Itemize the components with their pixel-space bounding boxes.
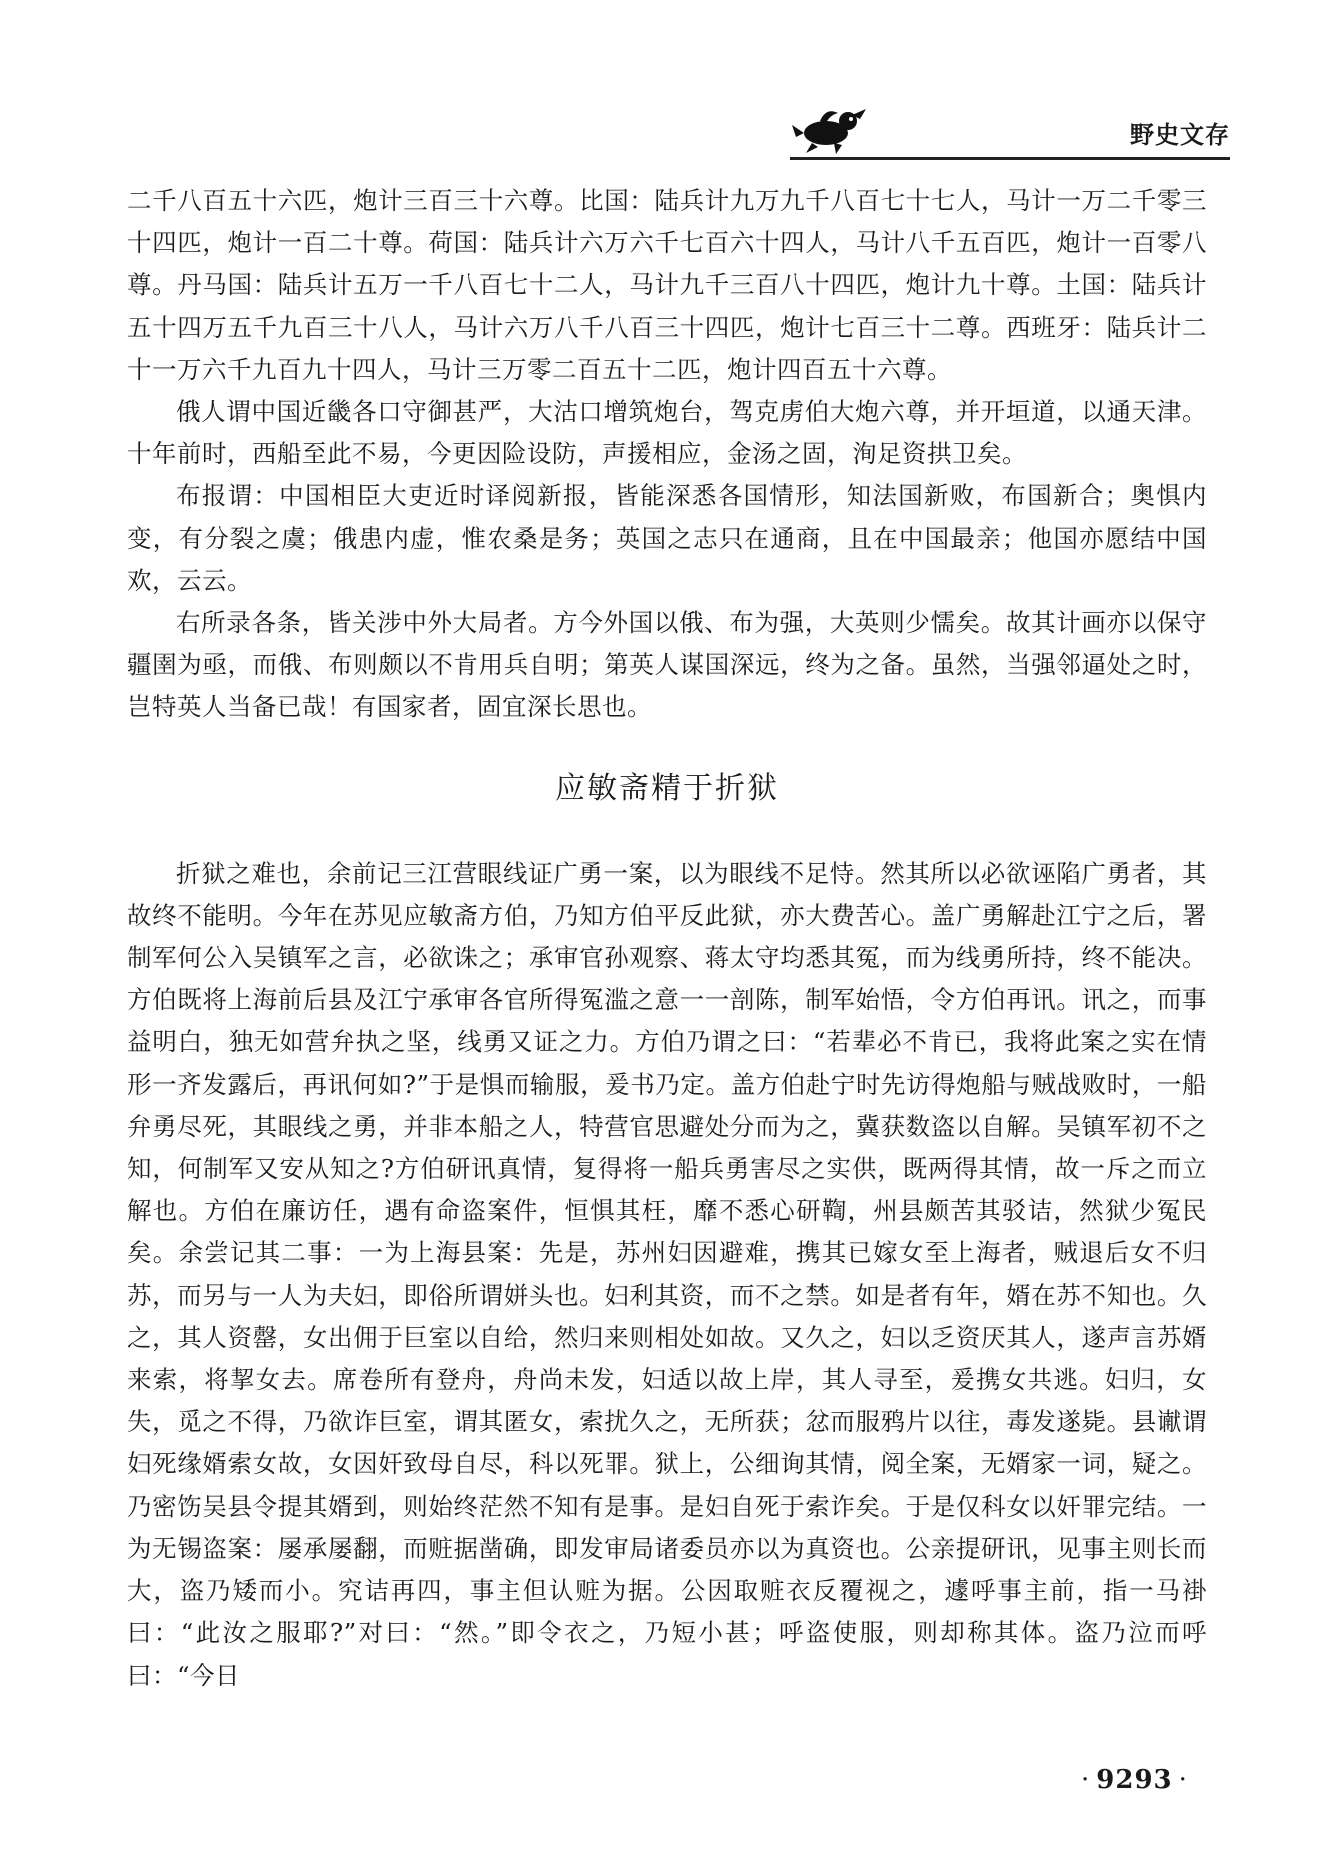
section-title: 应敏斋精于折狱 xyxy=(555,770,779,806)
page-number xyxy=(1075,1765,1194,1795)
page-number-value: 9293 xyxy=(1096,1765,1173,1795)
paragraph-russia: 俄人谓中国近畿各口守御甚严，大沽口增筑炮台，驾克虏伯大炮六尊，并开垣道，以通天津。十年前时，西船至此不易，今更因险设防，声援相应，金汤之固，洵足资拱卫矣。 xyxy=(127,397,1207,469)
paragraph-continued: 二千八百五十六匹，炮计三百三十六尊。比国：陆兵计九万九千八百七十七人，马计一万二千零三十四匹，炮计一百二十尊。荷国：陆兵计六万六千七百六十四人，马计八千五百匹，炮计一百零八尊。丹马国：陆兵计五万一千八百七十二人，马计九千三百八十四匹，炮计九十尊。土国：陆兵计五十四万五千九百三十八人，马计六万八千八百三十四匹，炮计七百三十二尊。西班牙：陆兵计二十一万六千九百九十四人，马计三万零二百五十二匹，炮计四百五十六尊。 xyxy=(127,186,1207,384)
series-title: 野史文存 xyxy=(1130,121,1230,149)
page-header xyxy=(790,95,1230,165)
dragon-emblem-icon xyxy=(790,103,870,155)
header-rule xyxy=(790,157,1230,160)
paragraph-main: 折狱之难也，余前记三江营眼线证广勇一案，以为眼线不足恃。然其所以必欲诬陷广勇者，其故终不能明。今年在苏见应敏斋方伯，乃知方伯平反此狱，亦大费苦心。盖广勇解赴江宁之后，署制军何公入吴镇军之言，必欲诛之；承审官孙观察、蒋太守均悉其冤，而为线勇所持，终不能决。方伯既将上海前后县及江宁承审各官所得冤滥之意一一剖陈，制军始悟，令方伯再讯。讯之，而事益明白，独无如营弁执之坚，线勇又证之力。方伯乃谓之曰：“若辈必不肯已，我将此案之实在情形一齐发露后，再讯何如?”于是惧而输服，爰书乃定。盖方伯赴宁时先访得炮船与贼战败时，一船弁勇尽死，其眼线之勇，并非本船之人，特营官思避处分而为之，冀获数盗以自解。吴镇军初不之知，何制军又安从知之?方伯研讯真情，复得将一船兵勇害尽之实供，既两得其情，故一斥之而立解也。方伯在廉访任，遇有命盗案件，恒惧其枉，靡不悉心研鞫，州县颇苦其驳诘，然狱少冤民矣。余尝记其二事：一为上海县案：先是，苏州妇因避难，携其已嫁女至上海者，贼退后女不归苏，而另与一人为夫妇，即俗所谓姘头也。妇利其资，而不之禁。如是者有年，婿在苏不知也。久之，其人资罄，女出佣于巨室以自给，然归来则相处如故。又久之，妇以乏资厌其人，遂声言苏婿来索，将挈女去。席卷所有登舟，舟尚未发，妇适以故上岸，其人寻至，爰携女共逃。妇归，女失，觅之不得，乃欲诈巨室，谓其匿女，索扰久之，无所获；忿而服鸦片以往，毒发遂毙。县谳谓妇死缘婿索女故，女因奸致母自尽，科以死罪。狱上，公细询其情，阅全案，无婿家一词，疑之。乃密饬吴县令提其婿到，则始终茫然不知有是事。是妇自死于索诈矣。于是仅科女以奸罪完结。一为无锡盗案：屡承屡翻，而赃据凿确，即发审局诸委员亦以为真资也。公亲提研讯，见事主则长而大，盗乃矮而小。究诘再四，事主但认赃为据。公因取赃衣反覆视之，遽呼事主前，指一马褂曰：“此汝之服耶?”对曰：“然。”即令衣之，乃短小甚；呼盗使服，则却称其体。盗乃泣而呼曰：“今日 xyxy=(127,858,1207,1690)
paragraph-prussia-report: 布报谓：中国相臣大吏近时译阅新报，皆能深悉各国情形，知法国新败，布国新合；奥惧内变，有分裂之虞；俄患内虚，惟农桑是务；英国之志只在通商，且在中国最亲；他国亦愿结中国欢，云云。 xyxy=(127,481,1207,595)
paragraph-commentary: 右所录各条，皆关涉中外大局者。方今外国以俄、布为强，大英则少懦矣。故其计画亦以保守疆圉为亟，而俄、布则颇以不肯用兵自明；第英人谋国深远，终为之备。虽然，当强邻逼处之时，岂特英人当备已哉！有国家者，固宜深长思也。 xyxy=(127,608,1207,722)
page-number-dot-left: · xyxy=(1081,1765,1091,1795)
page-number-dot-right: · xyxy=(1178,1765,1188,1795)
page-body xyxy=(127,180,1207,1697)
